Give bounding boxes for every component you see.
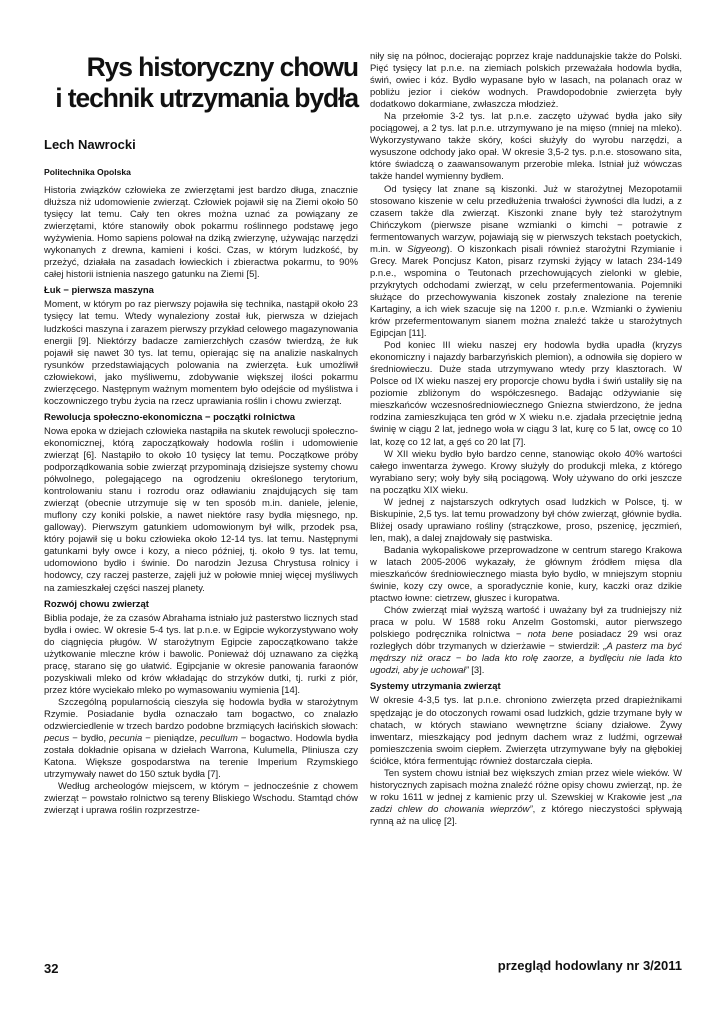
paragraph-predators: W okresie 4-3,5 tys. lat p.n.e. chroniono zwierzęta przed drapieżnikami spędzając je do otoczonych rowami osad ludzkich, gdzie trzymane były w chatach, w których stawiano wewnętrzne ściany działowe. Żywy inwentarz, mieszkający pod jednym dachem wraz z ludźmi, ogrzewał pomieszczenia swoim ciepłem. Zwierzęta utrzymywane były na głębokiej ściółce, która fermentując również dostarczała ciepła.: [370, 695, 682, 767]
italic-term: pecullum: [200, 733, 238, 745]
text-span: Szczególną popularnością cieszyła się hodowla bydła w starożytnym Rzymie. Posiadanie bydła oznaczało tam bogactwo, co znalazło odzwierciedlenie w trzech bardzo podobne brzmiących łacińskich słowach:: [44, 696, 358, 733]
paragraph-revolution: Nowa epoka w dziejach człowieka nastąpiła na skutek rewolucji społeczno-ekonomicznej, którą zapoczątkowały hodowla roślin i udomowienie zwierząt [6]. Nastąpiło to około 10 tysięcy lat temu. Początkowe próby podporządkowania sobie zwierząt przypominają dzisiejsze systemy chowu półwolnego, polegającego na ogrodzeniu określonego terytorium, kontrolowaniu stanu i rozrodu oraz odławianiu znajdujących się tam zwierząt (obecnie utrzymuje się w ten sposób m.in. daniele, jelenie, muflony czy koniki polskie, a nawet niektóre rasy bydła mięsnego, np. galloway). Pierwszym gatunkiem udomowionym był wilk, przodek psa, który pojawił się u boku człowieka około 12-14 tys. lat temu. Następnymi gatunkami były owce i kozy, a nieco później, tj. około 9 tys. lat temu, udomowiono bydło i świnie. Do narodzin Jezusa Chrystusa rolnicy i hodowcy, czy raczej pasterze, zajęli już w połowie mniej więcej myśliwych na zamieszkałej części naszej planety.: [44, 425, 358, 594]
page-number: 32: [44, 961, 59, 976]
paragraph-spread: niły się na północ, docierając poprzez kraje naddunajskie także do Polski. Pięć tysięcy lat p.n.e. na ziemiach polskich przeważała hodowla bydła, świń, owiec i kóz. Bydło wypasane było w lasach, na polanach oraz w pobliżu jezior i cieków wodnych. Prawdopodobnie zwierzęta były dodatkowo dokarmiane, zwłaszcza młodzież.: [370, 51, 682, 111]
author-affiliation: Politechnika Opolska: [44, 167, 131, 177]
paragraph-bow: Moment, w którym po raz pierwszy pojawiła się technika, nastąpił około 23 tysięcy lat temu. Wtedy wynaleziony został łuk, pierwsza w dziejach ludzkości maszyna i zarazem pierwszy przykład celowego magazynowania energii [9]. Niektórzy badacze zamierzchłych czasów twierdzą, że łuk pojawił się nawet 30 tys. lat temu, opierając się na analizie naskalnych rysunków przedstawiających polowania na zwierzęta. Łuk umożliwił człowiekowi, jako myśliwemu, zdobywanie większej ilości pokarmu zwierzęcego. Następnym ważnym momentem było odejście od myślistwa i koczowniczego trybu życia na rzecz uprawiania roślin i chowu zwierząt.: [44, 299, 358, 407]
intro-paragraph: Historia związków człowieka ze zwierzętami jest bardzo długa, znacznie dłuższa niż udomowienie zwierząt. Człowiek pojawił się na Ziemi około 50 tysięcy lat temu. Cały ten okres można uznać za powiązany ze zwierzętami, które stanowiły obok pokarmu roślinnego podstawę jego wyżywienia. Homo sapiens polował na dziką zwierzynę, używając narzędzi wykonanych z drewna, kamieni i kości. Czas, w którym ludzkość, by przeżyć, działała na zasadach łowieckich i zbieractwa pokarmu, to 90% całej historii istnienia naszego gatunku na Ziemi [5].: [44, 185, 358, 281]
paragraph-silage: [370, 184, 682, 341]
author-name: Lech Nawrocki: [44, 137, 136, 152]
article-title: [40, 52, 358, 114]
text-span: − pieniądze,: [142, 733, 201, 745]
text-span: − bogactwo. Hodowla bydła została dokładnie opisana w dziełach Warrona, Kulumella, Pliniusza czy Katona. Większe gospodarstwa na terenie Imperium Rzymskiego utrzymywały nawet do 150 sztuk bydła [7].: [44, 733, 358, 781]
paragraph-archaeology: Według archeologów miejscem, w którym − jednocześnie z chowem zwierząt − powstało rolnictwo są tereny Bliskiego Wschodu. Stamtąd chów zwierząt i uprawa roślin rozprzestrze-: [44, 781, 358, 817]
left-column: [44, 185, 358, 817]
text-span: Chów zwierząt miał wyższą wartość i uważany był za trudniejszy niż praca w polu. W 1588 roku Anzelm Gostomski, autor pierwszego polskiego podręcznika rolnictwa −: [370, 605, 682, 641]
paragraph-gostomski: [370, 605, 682, 677]
journal-name: przegląd hodowlany nr 3/2011: [497, 958, 682, 973]
paragraph-rome: [44, 697, 358, 781]
paragraph-medieval: Pod koniec III wieku naszej ery hodowla bydła upadła (kryzys ekonomiczny i najazdy barbarzyńskich plemion), a odnowiła się dopiero w średniowieczu. Duże stada utrzymywano wtedy przy klasztorach. W Polsce od IX wieku naszej ery proporcje chowu bydła i świń ustaliły się na poziomie zbliżonym do współczesnego. Badając odżywianie się mieszkańców wczesnośredniowiecznego Gniezna stwierdzono, że jedna rodzina zamieszkująca ten gród w X wieku n.e. zjadała przeciętnie jedną świnię w ciągu 2 lat, jednego woła w ciągu 3 lat, kurę co 5 lat, owcę co 10 lat, kozę co 12 lat, a gęś co 20 lat [7].: [370, 340, 682, 448]
paragraph-krakow: Badania wykopaliskowe przeprowadzone w centrum starego Krakowa w latach 2005-2006 wykazały, że głównym źródłem mięsa dla mieszkańców średniowiecznego miasta było bydło, w mniejszym stopniu świnie, kozy czy owce, a sporadycznie konie, kury, kaczki oraz dzikie ptactwo łowne: cietrzew, głuszec i kuropatwa.: [370, 544, 682, 605]
section-heading-bow: Łuk − pierwsza maszyna: [44, 285, 154, 297]
text-span: , z którego nieczystości spływają rynną aż na ulicę [2].: [370, 803, 682, 827]
italic-quote: „A pasterz ma być mędrszy niż oracz − bo lada kto rolę zaorze, a bydlęciu nie lada kto ugodzi, aby je uchował”: [370, 641, 682, 677]
paragraph-xii-century: W XII wieku bydło było bardzo cenne, stanowiąc około 40% wartości całego inwentarza żywego. Krowy służyły do produkcji mleka, z którego wyrabiano sery; woły były siłą pociągową. Woły używano do orki jeszcze na początku XIX wieku.: [370, 448, 682, 496]
title-line-1: Rys historyczny chowu: [86, 52, 358, 82]
text-span: − bydło,: [69, 733, 110, 745]
paragraph-system-history: [370, 768, 682, 828]
text-span: ). O kiszonkach pisali również starożytni Rzymianie i Grecy. Marek Poncjusz Katon, pisarz rzymski żyjący w latach 234-149 p.n.e., wspomina o Teutonach przechowujących zielonki w glebie, przykrytych odchodami zwierząt, w celu przefermentowania. Pojemniki służące do przechowywania kiszonek zostały znalezione na terenie Kartaginy, a ich wiek szacuje się na 1200 r. p.n.e. Wzmianki o żywieniu krów przefermentowanym sianem można znaleźć także u starożytnych Egipcjan [11].: [370, 243, 682, 340]
section-heading-systems: Systemy utrzymania zwierząt: [370, 681, 501, 693]
italic-term: pecunia: [109, 733, 143, 745]
text-span: Od tysięcy lat znane są kiszonki. Już w starożytnej Mezopotamii stosowano kiszenie w celu przedłużenia trwałości żywności dla ludzi, a z czasem także dla zwierząt. Kiszonki znane były też starożytnym Chińczykom (pierwsze pisane wzmianki o kimchi − potrawie z fermentowanych warzyw, pojawiają się w pierwszych tekstach poetyckich, m.in. w: [370, 183, 682, 255]
paragraph-biskupin: W jednej z najstarszych odkrytych osad ludzkich w Polsce, tj. w Biskupinie, 2,5 tys. lat temu prowadzony był chów zwierząt, głównie bydła. Bliżej osady uprawiano rośliny (strączkowe, proso, pszenicę, jęczmień, len, mak), a dalej znajdowały się pastwiska.: [370, 496, 682, 544]
section-heading-revolution: Rewolucja społeczno-ekonomiczna − początki rolnictwa: [44, 411, 295, 423]
paragraph-bible: Biblia podaje, że za czasów Abrahama istniało już pasterstwo licznych stad bydła i owiec. W okresie 5-4 tys. lat p.n.e. w Egipcie wykorzystywano woły do ciągnięcia pługów. W starożytnym Egipcie zapoczątkowano także użytkowanie mleczne krów i bawolic. Ponieważ dój uznawano za ciężką pracę, starano się go ułatwić. Egipcjanie w okresie panowania faraonów pozyskiwali mleko od krów wkładając do strzyków dutki, tj. rurki z piór, przez które wyciekało mleko po wymasowaniu wymienia [14].: [44, 612, 358, 696]
italic-quote: „na zadzi chlew do chowania wieprzów”: [370, 791, 682, 815]
title-line-2: i technik utrzymania bydła: [55, 83, 358, 113]
right-column: [370, 51, 682, 828]
italic-term: nota bene: [527, 629, 573, 641]
text-span: Ten system chowu istniał bez większych zmian przez wiele wieków. W historycznych zapisach można znaleźć różne opisy chowu zwierząt, np. że w roku 1611 w jednej z kamienic przy ul. Szewskiej w Krakowie jest: [370, 767, 682, 803]
section-heading-development: Rozwój chowu zwierząt: [44, 598, 149, 610]
italic-term: Sigyeong: [407, 243, 447, 255]
italic-term: pecus: [44, 733, 70, 745]
text-span: [3].: [468, 665, 485, 677]
paragraph-draft: Na przełomie 3-2 tys. lat p.n.e. zaczęto używać bydła jako siły pociągowej, a 2 tys. lat p.n.e. utrzymywano je na mięso (mniej na mleko). Wykorzystywano także skóry, kości służyły do wyrobu narzędzi, a wysuszone odchody jako opał. W okresie 3,5-2 tys. p.n.e. stosowano sita, które świadczą o zaawansowanym przerobie mleka. Istniał już wówczas także handel wymienny bydłem.: [370, 111, 682, 183]
text-span: posiadacz 29 wsi oraz rozległych dóbr trzymanych w dzierżawie − stwierdził:: [370, 629, 682, 653]
